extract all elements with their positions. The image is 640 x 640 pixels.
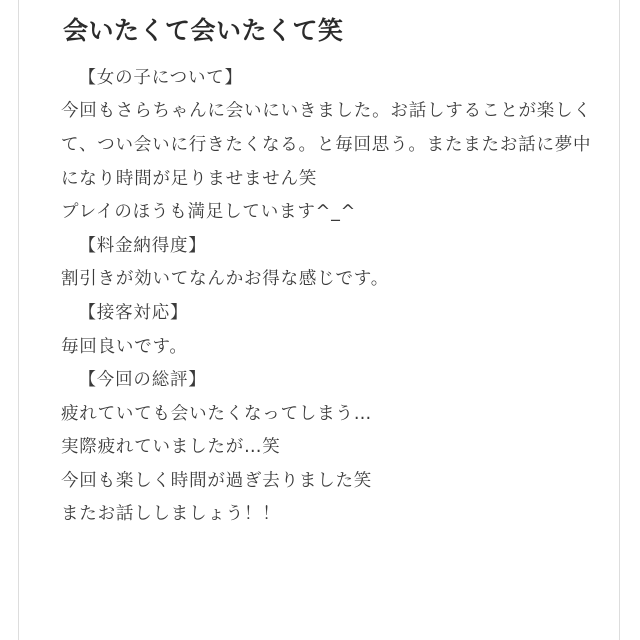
- paragraph-summary-line-4: またお話ししましょう！！: [61, 504, 281, 525]
- paragraph-price-body: 割引きが効いてなんかお得な感じです。: [61, 269, 389, 290]
- paragraph-service-body: 毎回良いです。: [61, 336, 188, 357]
- page-title: 会いたくて会いたくて笑: [63, 16, 344, 45]
- paragraph-summary-line-3: 今回も楽しく時間が過ぎ去りました笑: [61, 470, 373, 491]
- paragraph-play-comment: プレイのほうも満足しています^_^: [61, 202, 357, 223]
- left-margin-rule: [0, 0, 19, 640]
- paragraph-summary-heading: 【今回の総評】: [78, 370, 207, 391]
- paragraph-girl-heading: 【女の子について】: [78, 67, 243, 88]
- review-body: [61, 62, 605, 532]
- paragraph-service-heading: 【接客対応】: [78, 302, 189, 323]
- paragraph-girl-body: 今回もさらちゃんに会いにいきました。お話しすることが楽しくて、つい会いに行きたくなる。と毎回思う。またまたお話に夢中になり時間が足りませません笑: [61, 101, 592, 189]
- document-content: [19, 0, 619, 640]
- right-margin-rule: [619, 0, 640, 640]
- paragraph-summary-line-2: 実際疲れていましたが…笑: [61, 437, 281, 458]
- paragraph-price-heading: 【料金納得度】: [78, 235, 207, 256]
- paragraph-summary-line-1: 疲れていても会いたくなってしまう…: [61, 403, 373, 424]
